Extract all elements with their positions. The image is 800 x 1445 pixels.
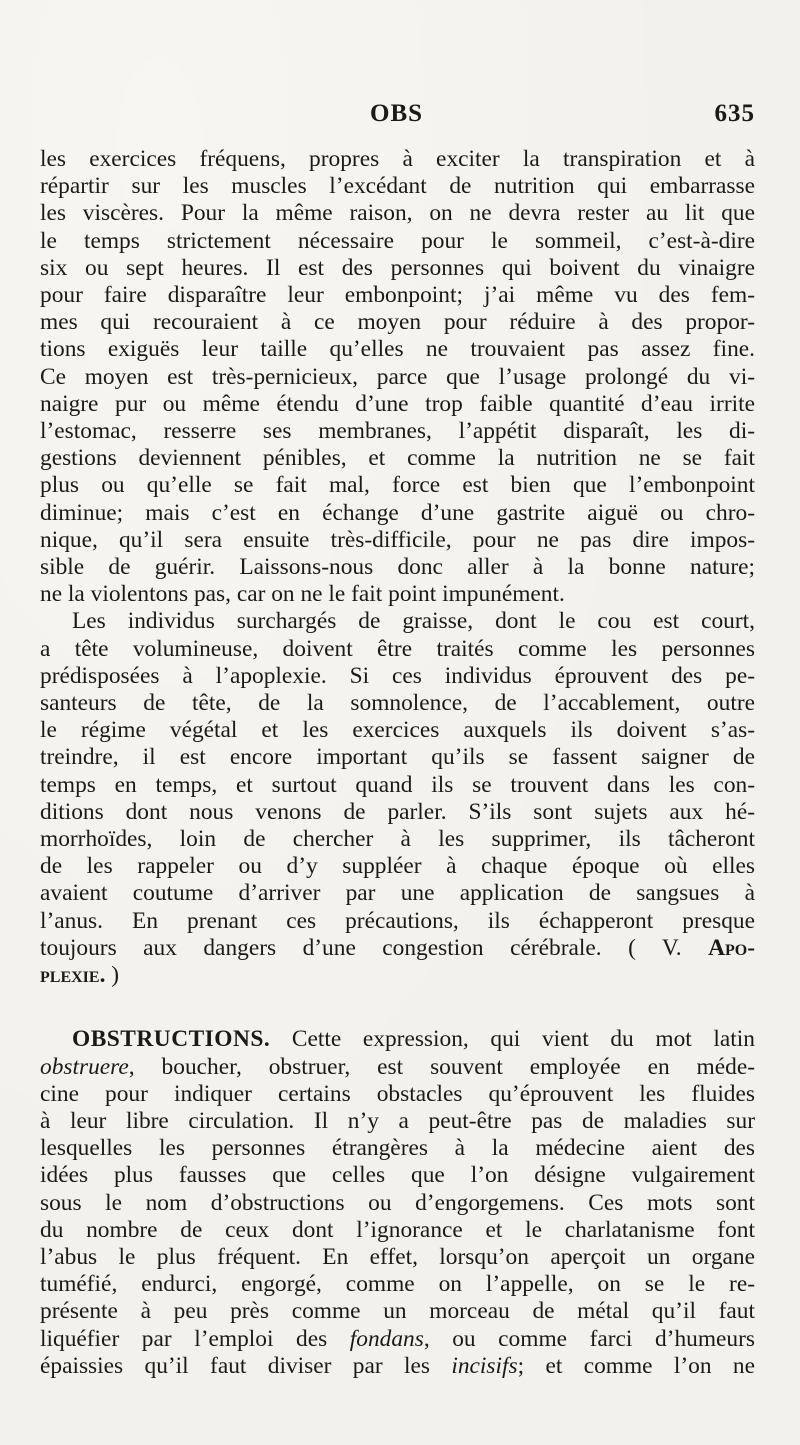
paragraph-apoplexy xyxy=(40,608,755,989)
text-line: lesquelles les personnes étrangères à la médecine aient des xyxy=(40,1135,755,1162)
text-line: de les rappeler ou d’y suppléer à chaque époque où elles xyxy=(40,853,755,880)
entry-line-text: ; et comme l’on ne xyxy=(517,1352,756,1379)
text-line: Ce moyen est très-pernicieux, parce que l’usage prolongé du vi- xyxy=(40,363,755,390)
page-body xyxy=(40,146,755,1380)
entry-line xyxy=(40,1054,755,1081)
text-line: ditions dont nous venons de parler. S’ils sont sujets aux hé- xyxy=(40,798,755,825)
text-line: six ou sept heures. Il est des personnes qui boivent du vinaigre xyxy=(40,254,755,281)
entry-line xyxy=(40,1353,755,1380)
text-line xyxy=(40,935,755,962)
text-line: sible de guérir. Laissons-nous donc aller à la bonne nature; xyxy=(40,554,755,581)
text-line: l’estomac, resserre ses membranes, l’appétit disparaît, les di- xyxy=(40,418,755,445)
text-line: mes qui recouraient à ce moyen pour réduire à des propor- xyxy=(40,309,755,336)
text-line: les viscères. Pour la même raison, on ne devra rester au lit que xyxy=(40,200,755,227)
entry-line xyxy=(40,1026,755,1053)
latin-word: obstruere xyxy=(40,1053,129,1080)
text-line: le régime végétal et les exercices auxquels ils doivent s’as- xyxy=(40,717,755,744)
text-line: treindre, il est encore important qu’ils se fassent saigner de xyxy=(40,744,755,771)
entry-line xyxy=(40,1326,755,1353)
cross-reference-continued: plexie. xyxy=(40,962,106,989)
text-line: répartir sur les muscles l’excédant de nutrition qui embarrasse xyxy=(40,173,755,200)
italic-fondans: fondans xyxy=(349,1325,424,1352)
text-line: pour faire disparaître leur embonpoint; j’ai même vu des fem- xyxy=(40,282,755,309)
entry-line-text: Cette expression, qui vient du mot latin xyxy=(270,1026,755,1053)
entry-obstructions xyxy=(40,1026,755,1380)
text-line: santeurs de tête, de la somnolence, de l’accablement, outre xyxy=(40,690,755,717)
text-line: Les individus surchargés de graisse, dont le cou est court, xyxy=(72,608,755,635)
text-line: présente à peu près comme un morceau de métal qu’il faut xyxy=(40,1298,755,1325)
text-line: sous le nom d’obstructions ou d’engorgemens. Ces mots sont xyxy=(40,1189,755,1216)
text-line: ne la violentons pas, car on ne le fait point impunément. xyxy=(40,581,565,608)
italic-incisifs: incisifs xyxy=(451,1352,518,1379)
text-line xyxy=(40,962,755,989)
text-line: gestions deviennent pénibles, et comme la nutrition ne se fait xyxy=(40,445,755,472)
entry-middle-lines xyxy=(40,1081,755,1326)
text-line: naigre pur ou même étendu d’une trop faible quantité d’eau irrite xyxy=(40,390,755,417)
text-line: tions exiguës leur taille qu’elles ne trouvaient pas assez fine. xyxy=(40,336,755,363)
entry-line-text: , ou comme farci d’humeurs xyxy=(423,1325,756,1352)
text-line: idées plus fausses que celles que l’on désigne vulgairement xyxy=(40,1162,755,1189)
entry-line-text: , boucher, obstruer, est souvent employée en méde- xyxy=(128,1053,755,1080)
text-line: morrhoïdes, loin de chercher à les supprimer, ils tâcheront xyxy=(40,826,755,853)
cross-reference: Apo- xyxy=(708,934,755,961)
text-line: avaient coutume d’arriver par une application de sangsues à xyxy=(40,880,755,907)
entry-headword: OBSTRUCTIONS. xyxy=(72,1026,271,1053)
page-header xyxy=(40,100,755,140)
text-line: tuméfié, endurci, engorgé, comme on l’appelle, on se le re- xyxy=(40,1271,755,1298)
cross-reference-close: ) xyxy=(105,962,120,989)
text-line-segment: toujours aux dangers d’une congestion cérébrale. ( V. xyxy=(40,934,709,961)
running-head: OBS xyxy=(370,100,424,127)
text-line: plus ou qu’elle se fait mal, force est bien que l’embonpoint xyxy=(40,472,755,499)
text-line: temps en temps, et surtout quand ils se trouvent dans les con- xyxy=(40,771,755,798)
text-line: les exercices fréquens, propres à exciter la transpiration et à xyxy=(40,146,755,172)
text-line: du nombre de ceux dont l’ignorance et le charlatanisme font xyxy=(40,1216,755,1243)
page-number: 635 xyxy=(714,100,755,127)
text-line: l’abus le plus fréquent. En effet, lorsqu’on aperçoit un organe xyxy=(40,1243,755,1270)
text-line: prédisposées à l’apoplexie. Si ces individus éprouvent des pe- xyxy=(40,662,755,689)
text-line: cine pour indiquer certains obstacles qu’éprouvent les fluides xyxy=(40,1080,755,1107)
entry-line-text: liquéfier par l’emploi des xyxy=(40,1325,350,1352)
text-line: l’anus. En prenant ces précautions, ils échapperont presque xyxy=(40,907,755,934)
text-line: a tête volumineuse, doivent être traités comme les personnes xyxy=(40,635,755,662)
entry-separator xyxy=(40,989,755,1026)
text-line: diminue; mais c’est en échange d’une gastrite aiguë ou chro- xyxy=(40,499,755,526)
entry-line-text: épaissies qu’il faut diviser par les xyxy=(40,1352,452,1379)
text-line: à leur libre circulation. Il n’y a peut-être pas de maladies sur xyxy=(40,1107,755,1134)
text-line: nique, qu’il sera ensuite très-difficile, pour ne pas dire impos- xyxy=(40,526,755,553)
paragraph-regimen xyxy=(40,146,755,608)
text-line: le temps strictement nécessaire pour le sommeil, c’est-à-dire xyxy=(40,227,755,254)
